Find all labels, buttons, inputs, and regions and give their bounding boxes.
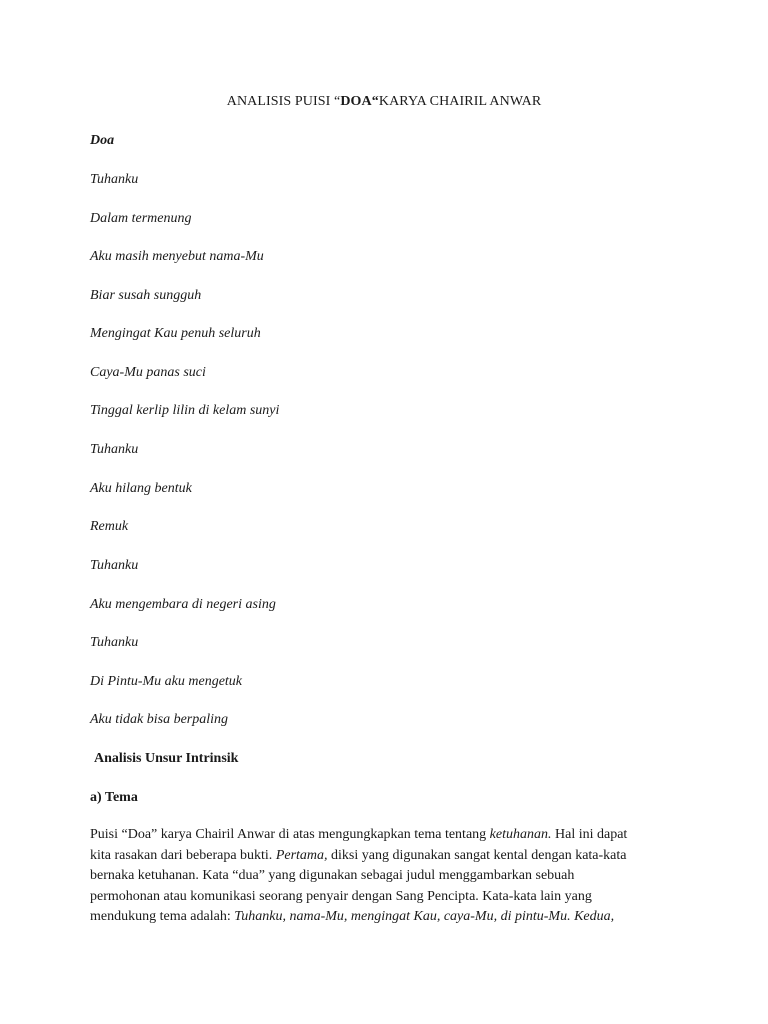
poem-line: Mengingat Kau penuh seluruh bbox=[90, 326, 261, 341]
poem-line: Di Pintu-Mu aku mengetuk bbox=[90, 674, 243, 689]
paragraph-line: kita rasakan dari beberapa bukti. Pertama, diksi yang digunakan sangat kental dengan kata-kata bbox=[90, 847, 627, 863]
title-prefix: ANALISIS PUISI “ bbox=[226, 94, 341, 109]
poem-line: Dalam termenung bbox=[90, 211, 192, 226]
poem-line: Biar susah sungguh bbox=[90, 288, 202, 303]
poem-line: Aku mengembara di negeri asing bbox=[90, 597, 276, 612]
document-title bbox=[0, 94, 768, 110]
paragraph-line: Puisi “Doa” karya Chairil Anwar di atas mengungkapkan tema tentang ketuhanan. Hal ini dapat bbox=[90, 827, 628, 842]
poem-line: Tuhanku bbox=[90, 172, 139, 187]
poem-line: Caya-Mu panas suci bbox=[90, 365, 206, 380]
paragraph-line: mendukung tema adalah: Tuhanku, nama-Mu, mengingat Kau, caya-Mu, di pintu-Mu. Kedua, bbox=[90, 909, 615, 924]
poem-line: Tuhanku bbox=[90, 442, 139, 457]
poem-title: Doa bbox=[90, 133, 115, 148]
title-bold: DOA“ bbox=[340, 94, 379, 109]
title-suffix: KARYA CHAIRIL ANWAR bbox=[378, 94, 542, 109]
poem-line: Tinggal kerlip lilin di kelam sunyi bbox=[90, 403, 280, 418]
body-paragraph bbox=[90, 825, 680, 928]
poem-line: Tuhanku bbox=[90, 635, 139, 650]
poem-line: Remuk bbox=[90, 519, 129, 534]
paragraph-line: bernaka ketuhanan. Kata “dua” yang digunakan sebagai judul menggambarkan sebuah bbox=[90, 868, 575, 883]
poem-line: Tuhanku bbox=[90, 558, 139, 573]
poem-line: Aku tidak bisa berpaling bbox=[90, 712, 229, 727]
section-heading: Analisis Unsur Intrinsik bbox=[94, 751, 239, 766]
subsection-heading: a) Tema bbox=[90, 790, 138, 805]
poem-line: Aku hilang bentuk bbox=[90, 481, 192, 496]
poem-line: Aku masih menyebut nama-Mu bbox=[90, 249, 264, 264]
paragraph-line: permohonan atau komunikasi seorang penyair dengan Sang Pencipta. Kata-kata lain yang bbox=[90, 888, 592, 904]
